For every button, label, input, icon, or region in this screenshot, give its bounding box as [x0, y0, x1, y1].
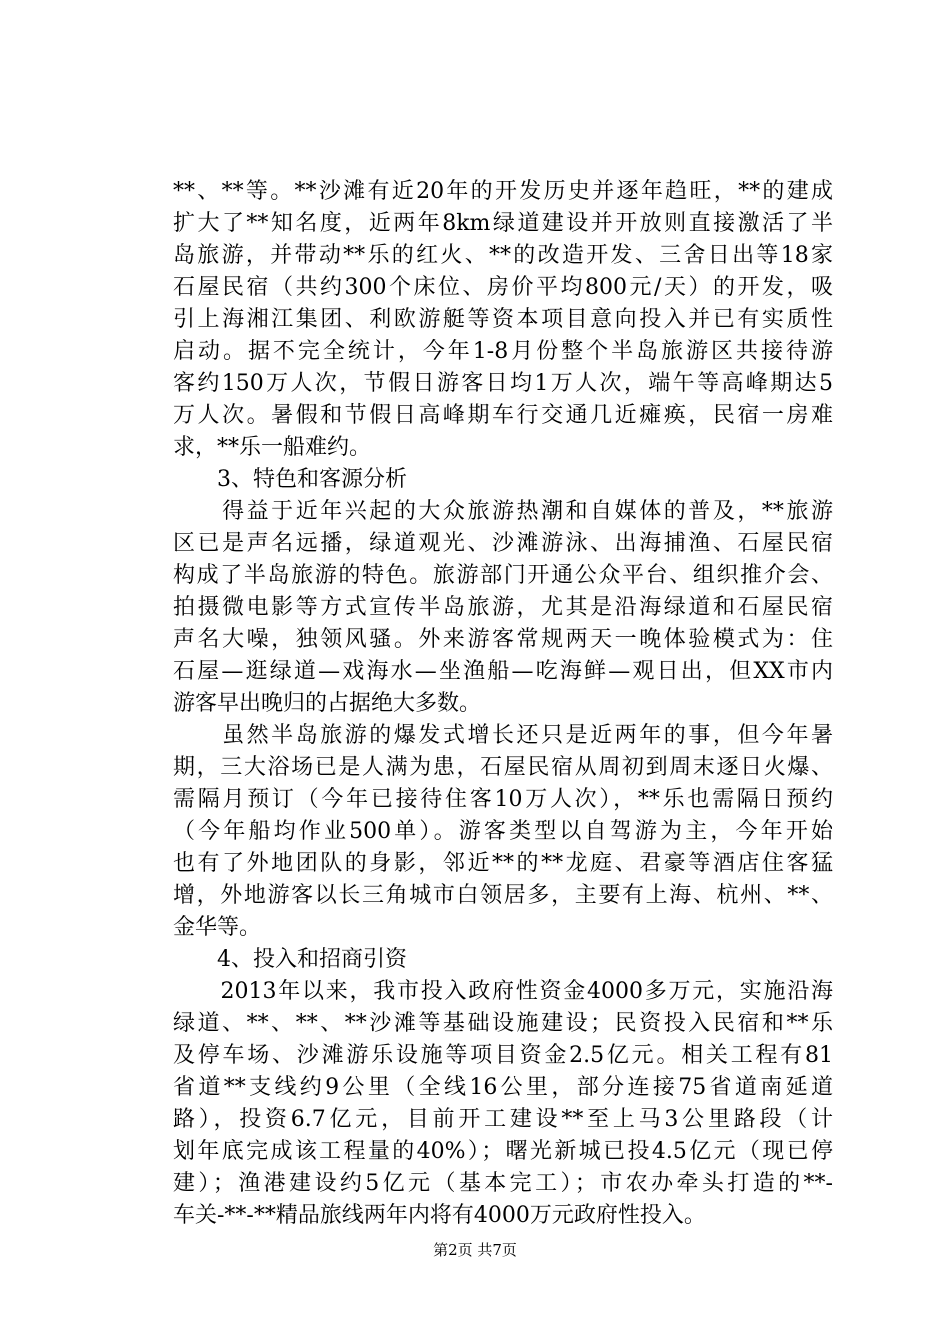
text-line: 石屋—逛绿道—戏海水—坐渔船—吃海鲜—观日出，但XX市内 [173, 659, 833, 684]
text-line: 引上海湘江集团、利欧游艇等资本项目意向投入并已有实质性 [173, 307, 833, 332]
text-line: 得益于近年兴起的大众旅游热潮和自媒体的普及，**旅游 [173, 499, 833, 524]
text-line: 建）；渔港建设约5亿元（基本完工）；市农办牵头打造的**- [173, 1171, 833, 1196]
text-line: 虽然半岛旅游的爆发式增长还只是近两年的事，但今年暑 [173, 723, 833, 748]
text-line: 绿道、**、**、**沙滩等基础设施建设；民资投入民宿和**乐 [173, 1011, 833, 1036]
text-line: 需隔月预订（今年已接待住客10万人次），**乐也需隔日预约 [173, 787, 833, 812]
text-line: 路），投资6.7亿元，目前开工建设**至上马3公里路段（计 [173, 1107, 833, 1132]
text-line: 扩大了**知名度，近两年8km绿道建设并开放则直接激活了半 [173, 211, 833, 236]
text-line: 构成了半岛旅游的特色。旅游部门开通公众平台、组织推介会、 [173, 563, 833, 588]
text-line: **、**等。**沙滩有近20年的开发历史并逐年趋旺，**的建成 [173, 179, 833, 204]
text-line: 增，外地游客以长三角城市白领居多，主要有上海、杭州、**、 [173, 883, 833, 908]
text-line: 客约150万人次，节假日游客日均1万人次，端午等高峰期达5 [173, 371, 833, 396]
text-line: 游客早出晚归的占据绝大多数。 [173, 691, 482, 716]
text-line: 车关-**-**精品旅线两年内将有4000万元政府性投入。 [173, 1203, 706, 1228]
text-line: 2013年以来，我市投入政府性资金4000多万元，实施沿海 [173, 979, 833, 1004]
text-line: 省道**支线约9公里（全线16公里，部分连接75省道南延道 [173, 1075, 833, 1100]
text-line: 3、特色和客源分析 [173, 467, 407, 492]
document-body [173, 176, 833, 1232]
text-line: 金华等。 [173, 915, 262, 940]
text-line: 及停车场、沙滩游乐设施等项目资金2.5亿元。相关工程有81 [173, 1043, 833, 1068]
text-line: 区已是声名远播，绿道观光、沙滩游泳、出海捕渔、石屋民宿 [173, 531, 833, 556]
text-line: 岛旅游，并带动**乐的红火、**的改造开发、三舍日出等18家 [173, 243, 833, 268]
text-line: 万人次。暑假和节假日高峰期车行交通几近瘫痪，民宿一房难 [173, 403, 833, 428]
text-line: 启动。据不完全统计，今年1-8月份整个半岛旅游区共接待游 [173, 339, 833, 364]
text-line: 声名大噪，独领风骚。外来游客常规两天一晚体验模式为：住 [173, 627, 833, 652]
text-line: 求，**乐一船难约。 [173, 435, 372, 460]
text-line: 石屋民宿（共约300个床位、房价平均800元/天）的开发，吸 [173, 275, 833, 300]
text-line: 也有了外地团队的身影，邻近**的**龙庭、君豪等酒店住客猛 [173, 851, 833, 876]
text-line: 期，三大浴场已是人满为患，石屋民宿从周初到周末逐日火爆、 [173, 755, 833, 780]
page-footer: 第2页 共7页 [433, 1241, 517, 1259]
text-line: 拍摄微电影等方式宣传半岛旅游，尤其是沿海绿道和石屋民宿 [173, 595, 833, 620]
text-line: （今年船均作业500单）。游客类型以自驾游为主，今年开始 [173, 819, 833, 844]
text-line: 划年底完成该工程量的40%）；曙光新城已投4.5亿元（现已停 [173, 1139, 833, 1164]
text-line: 4、投入和招商引资 [173, 947, 407, 972]
